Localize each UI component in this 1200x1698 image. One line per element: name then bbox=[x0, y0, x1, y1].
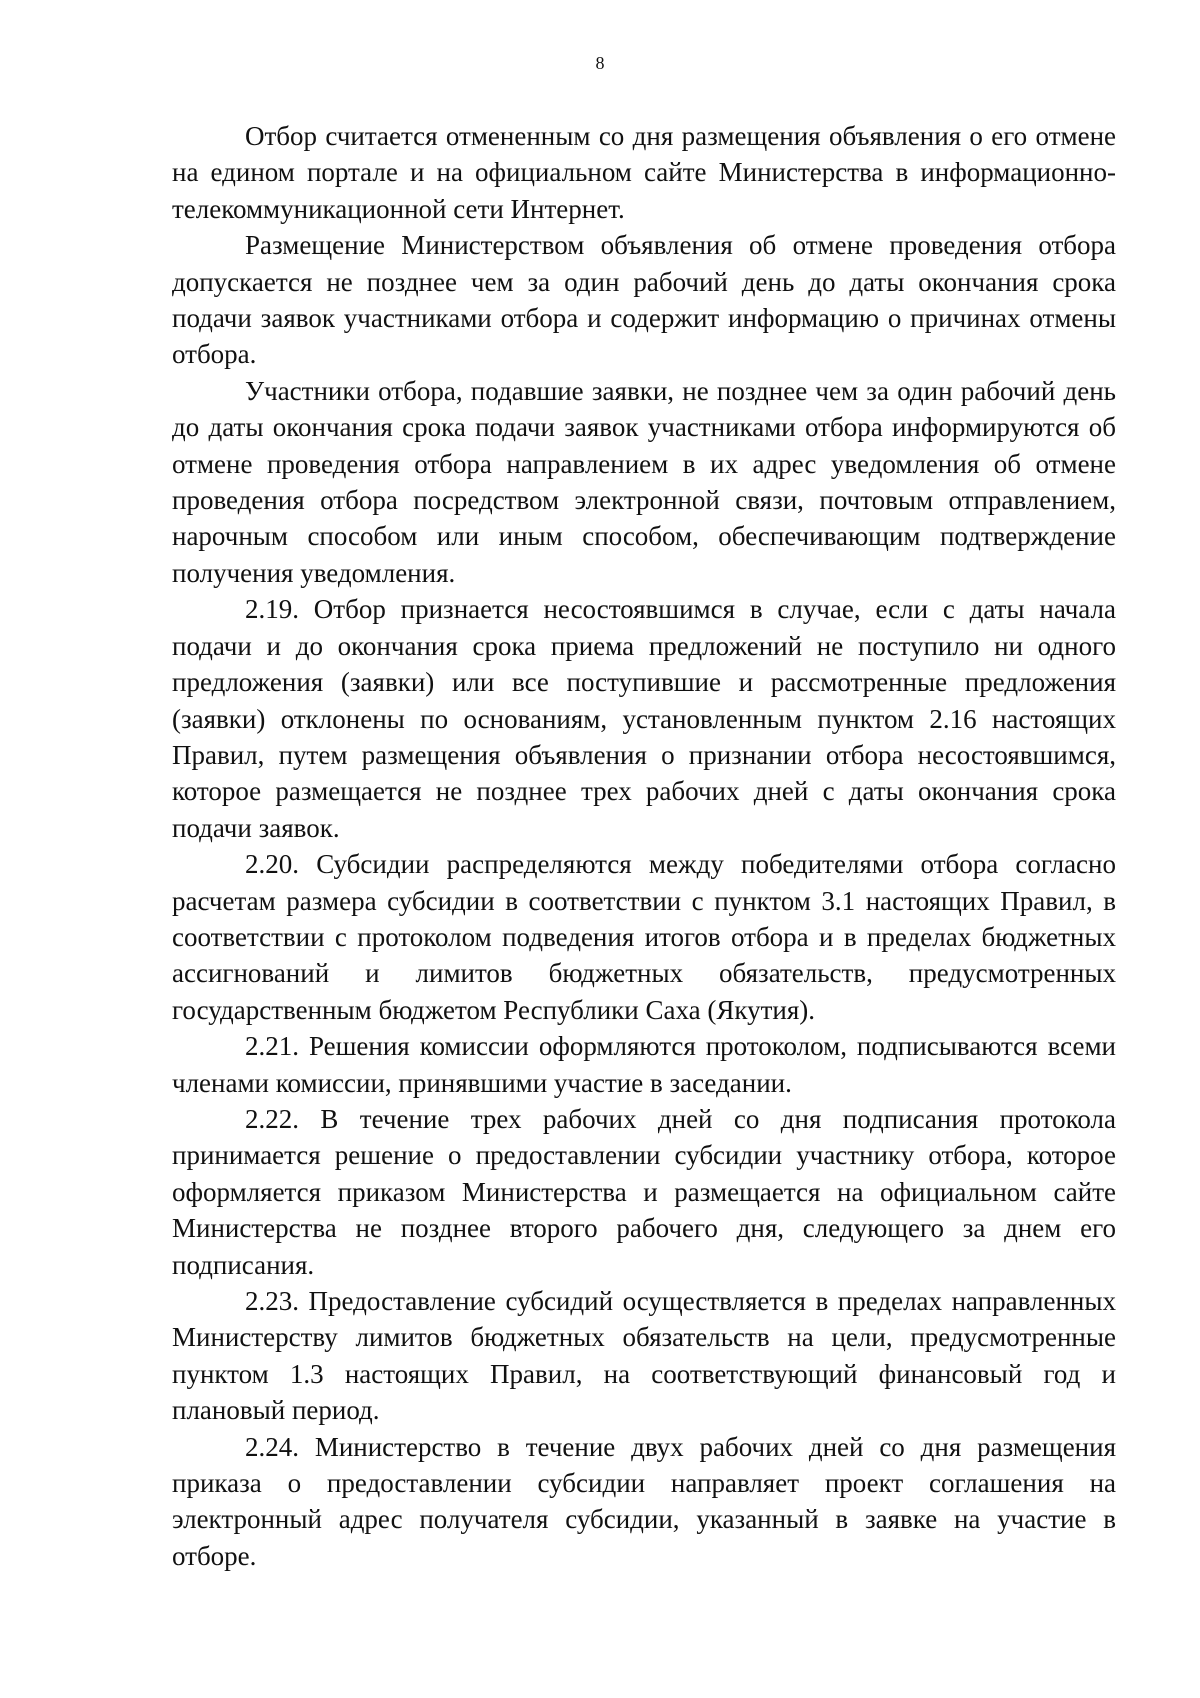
paragraph-2-24: 2.24. Министерство в течение двух рабочих дней со дня размещения приказа о предоставлении субсидии направляет проект соглашения на электронный адрес получателя субсидии, указанный в заявке на участие в отборе. bbox=[172, 1431, 1116, 1571]
paragraph-2-20: 2.20. Субсидии распределяются между победителями отбора согласно расчетам размера субсидии в соответствии с пунктом 3.1 настоящих Правил, в соответствии с протоколом подведения итогов отбора и в пределах бюджетных ассигнований и лимитов бюджетных обязательств, предусмотренных государственным бюджетом Республики Саха (Якутия). bbox=[172, 849, 1116, 1025]
paragraph-2-22: 2.22. В течение трех рабочих дней со дня подписания протокола принимается решение о предоставлении субсидии участнику отбора, которое оформляется приказом Министерства и размещается на официальном сайте Министерства не позднее второго рабочего дня, следующего за днем его подписания. bbox=[172, 1103, 1116, 1280]
paragraph-2-21: 2.21. Решения комиссии оформляются протоколом, подписываются всеми членами комиссии, принявшими участие в заседании. bbox=[172, 1031, 1116, 1098]
paragraph-2-19: 2.19. Отбор признается несостоявшимся в случае, если с даты начала подачи и до окончания срока приема предложений не поступило ни одного предложения (заявки) или все поступившие и рассмотренные предложения (заявки) отклонены по основаниям, установленным пунктом 2.16 настоящих Правил, путем размещения объявления о признании отбора несостоявшимся, которое размещается не позднее трех рабочих дней с даты окончания срока подачи заявок. bbox=[172, 594, 1116, 843]
paragraph-cancellation-notice: Размещение Министерством объявления об отмене проведения отбора допускается не позднее чем за один рабочий день до даты окончания срока подачи заявок участниками отбора и содержит информацию о причинах отмены отбора. bbox=[172, 230, 1116, 370]
paragraph-2-23: 2.23. Предоставление субсидий осуществляется в пределах направленных Министерству лимитов бюджетных обязательств на цели, предусмотренные пунктом 1.3 настоящих Правил, на соответствующий финансовый год и плановый период. bbox=[172, 1286, 1116, 1426]
paragraph-participants-informed: Участники отбора, подавшие заявки, не позднее чем за один рабочий день до даты окончания срока подачи заявок участниками отбора информируются об отмене проведения отбора направлением в их адрес уведомления об отмене проведения отбора посредством электронной связи, почтовым отправлением, нарочным способом или иным способом, обеспечивающим подтверждение получения уведомления. bbox=[172, 375, 1116, 588]
page-number: 8 bbox=[595, 53, 605, 73]
document-body bbox=[172, 118, 1116, 1574]
paragraph-selection-cancelled: Отбор считается отмененным со дня размещения объявления о его отмене на едином портале и на официальном сайте Министерства в информационно-телекоммуникационной сети Интернет. bbox=[172, 121, 1116, 224]
